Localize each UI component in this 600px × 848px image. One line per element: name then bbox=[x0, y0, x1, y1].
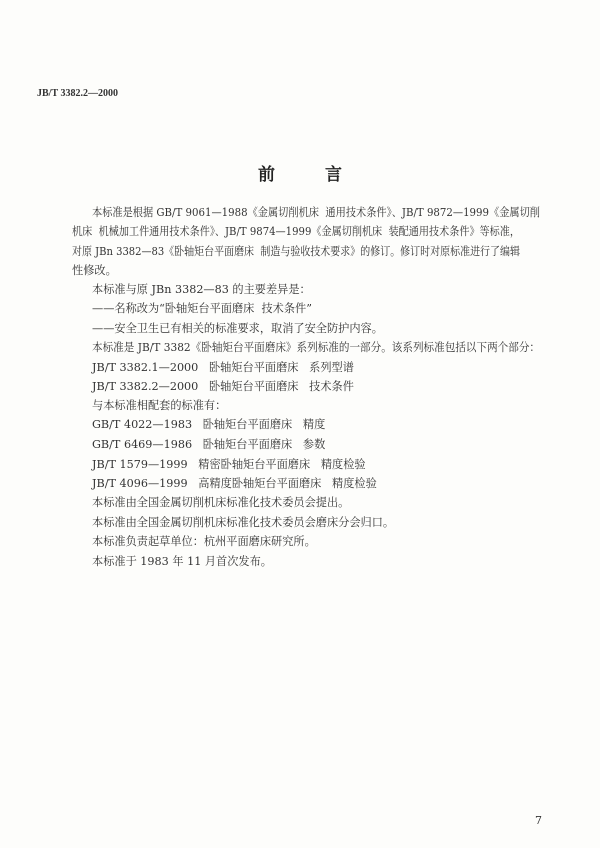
text-line: 本标准于 1983 年 11 月首次发布。 bbox=[92, 555, 272, 568]
text-line: JB/T 3382.1—2000 卧轴矩台平面磨床 系列型谱 bbox=[92, 361, 354, 374]
text-line: 性修改。 bbox=[72, 264, 117, 277]
text-line: 本标准与原 JBn 3382—83 的主要差异是： bbox=[92, 283, 311, 296]
page-number: 7 bbox=[535, 814, 542, 827]
text-line: 本标准由全国金属切削机床标准化技术委员会提出。 bbox=[92, 496, 350, 509]
text-line: 机床 机械加工件通用技术条件》、JB/T 9874—1999《金属切削机床 装配通用技术条件》等标准， bbox=[72, 225, 520, 238]
text-line: GB/T 6469—1986 卧轴矩台平面磨床 参数 bbox=[92, 438, 326, 451]
text-line: JB/T 3382.2—2000 卧轴矩台平面磨床 技术条件 bbox=[92, 380, 354, 393]
text-line: GB/T 4022—1983 卧轴矩台平面磨床 精度 bbox=[92, 418, 326, 431]
text-line: 本标准由全国金属切削机床标准化技术委员会磨床分会归口。 bbox=[92, 516, 395, 529]
text-line: 本标准负责起草单位：杭州平面磨床研究所。 bbox=[92, 535, 316, 548]
text-line: 本标准是 JB/T 3382《卧轴矩台平面磨床》系列标准的一部分。该系列标准包括以下两个部分： bbox=[92, 341, 540, 354]
text-line: JB/T 4096—1999 高精度卧轴矩台平面磨床 精度检验 bbox=[92, 477, 377, 490]
text-line: ——安全卫生已有相关的标准要求，取消了安全防护内容。 bbox=[92, 322, 383, 335]
text-line: ——名称改为“卧轴矩台平面磨床 技术条件” bbox=[92, 302, 312, 315]
document-code-header: JB/T 3382.2—2000 bbox=[37, 88, 118, 99]
text-line: 与本标准相配套的标准有： bbox=[92, 399, 227, 412]
section-title-foreword: 前 言 bbox=[258, 165, 364, 185]
text-line: 对原 JBn 3382—83《卧轴矩台平面磨床 制造与验收技术要求》的修订。修订时对原标准进行了编辑 bbox=[72, 245, 520, 258]
text-line: 本标准是根据 GB/T 9061—1988《金属切削机床 通用技术条件》、JB/T 9872—1999《金属切削 bbox=[92, 206, 540, 219]
text-line: JB/T 1579—1999 精密卧轴矩台平面磨床 精度检验 bbox=[92, 458, 366, 471]
